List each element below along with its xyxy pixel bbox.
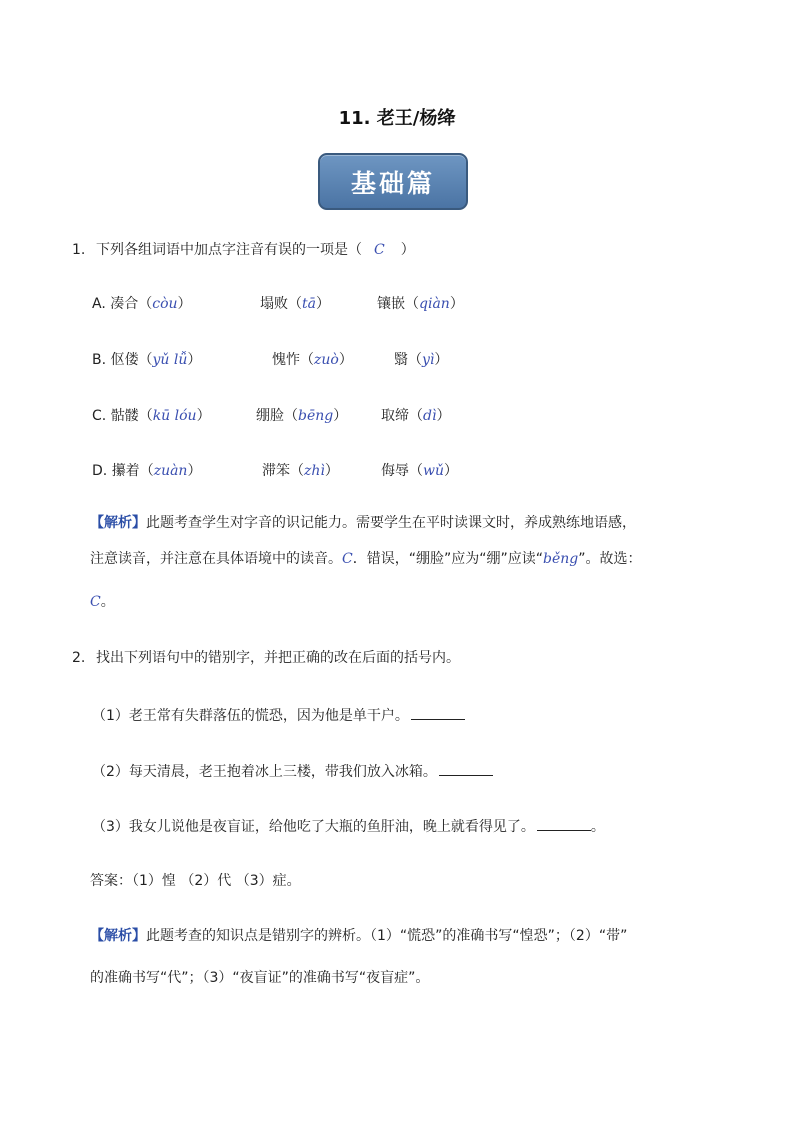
option-pinyin: yǔ lǚ <box>152 352 188 368</box>
answer-text: （1）惶 （2）代 （3）症。 <box>132 873 301 889</box>
option-pinyin: còu <box>152 296 178 312</box>
analysis-handwritten: C <box>90 594 101 610</box>
option-word: 滞笨 <box>262 463 290 479</box>
option-word: 侮辱 <box>381 463 409 479</box>
sentence-number: （2） <box>92 764 129 780</box>
answer-label: 答案： <box>90 873 132 889</box>
q2-number: 2. <box>72 650 86 666</box>
analysis-handwritten: C <box>342 551 353 567</box>
answer-blank <box>439 761 493 776</box>
option-pinyin: zuò <box>314 352 339 368</box>
option-word: 塌败 <box>260 296 288 312</box>
q1-analysis-line2 <box>90 549 641 569</box>
analysis-tag: 【解析】 <box>90 515 146 531</box>
q2-analysis-line1 <box>90 926 627 946</box>
option-word: 镶嵌 <box>377 296 405 312</box>
q2-stem-text: 找出下列语句中的错别字，并把正确的改在后面的括号内。 <box>96 650 460 666</box>
option-pinyin: zuàn <box>153 463 188 479</box>
option-pinyin: yì <box>422 352 435 368</box>
section-badge: 基础篇 <box>318 153 468 210</box>
answer-blank <box>411 705 465 720</box>
option-pinyin: zhì <box>304 463 325 479</box>
option-letter: C. <box>92 408 107 424</box>
q2-sentence-1 <box>92 705 465 726</box>
analysis-text: ”。故选： <box>578 551 642 567</box>
option-word: 取缔 <box>381 408 409 424</box>
q1-analysis-line3 <box>90 592 115 612</box>
option-letter: D. <box>92 463 108 479</box>
option-letter: B. <box>92 352 107 368</box>
sentence-text: 老王常有失群落伍的慌恐，因为他是单干户。 <box>128 708 409 724</box>
q1-analysis-line1 <box>90 513 636 533</box>
sentence-number: （3） <box>92 819 129 835</box>
analysis-tag: 【解析】 <box>90 928 146 944</box>
q2-analysis-line2 <box>90 968 429 988</box>
q1-stem <box>72 240 415 260</box>
analysis-text: 。 <box>100 594 115 610</box>
sentence-text: 我女儿说他是夜盲证，给他吃了大瓶的鱼肝油，晚上就看得见了。 <box>128 819 535 835</box>
analysis-text: 注意读音，并注意在具体语境中的读音。 <box>90 551 342 567</box>
option-letter: A. <box>92 296 106 312</box>
option-pinyin: wǔ <box>423 463 444 479</box>
option-word: 凑合 <box>110 296 139 312</box>
q2-answers <box>90 871 301 891</box>
q1-answer: C <box>374 242 385 258</box>
option-pinyin: qiàn <box>419 296 450 312</box>
option-word: 骷髅 <box>110 408 139 424</box>
q2-sentence-3 <box>92 816 605 837</box>
option-pinyin: bēng <box>298 408 334 424</box>
q1-stem-end: ） <box>400 242 415 258</box>
analysis-text: 的准确书写“代”；（3）“夜盲证”的准确书写“夜盲症”。 <box>90 970 430 986</box>
sentence-text: 每天清晨，老王抱着冰上三楼，带我们放入冰箱。 <box>128 764 437 780</box>
option-word: 翳 <box>394 352 408 368</box>
page-title: 11. 老王/杨绛 <box>338 108 456 129</box>
q2-sentence-2 <box>92 761 493 782</box>
option-pinyin: tā <box>302 296 316 312</box>
option-pinyin: dì <box>423 408 437 424</box>
sentence-number: （1） <box>92 708 129 724</box>
q2-stem <box>72 648 460 668</box>
document-page: 11. 老王/杨绛 基础篇 1. 下列各组词语中加点字注音有误的一项是（ C ） A. 凑合（còu） 塌败（tā） 镶嵌（qiàn） B. 伛偻（yǔ lǚ） 愧怍（zuò） 翳（yì） C. 骷髅（kū lóu） 绷脸（bēng） 取缔（dì） D. 攥着（zuàn） 滞笨（zhì） 侮辱（wǔ） 【解析】此题考查学生对字音的识记能力。需要学生在平时读课文时，养成熟练地语感， 注意读音，并注意在具体语境中的读音。C．错误，“绷脸”应为“绷”应读“běng”。故选： C。 2. 找出下列语句中的错别字，并把正确的改在后面的括号内。 （1）老王常有失群落伍的慌恐，因为他是单干户。 （2）每天清晨，老王抱着冰上三楼，带我们放入冰箱。 （3）我女儿说他是夜盲证，给他吃了大瓶的鱼肝油，晚上就看得见了。 。 答案：（1）惶 （2）代 （3）症。 【解析】此题考查的知识点是错别字的辨析。（1）“慌恐”的准确书写“惶恐”；（2）“带” 的准确书写“代”；（3）“夜盲证”的准确书写“夜盲症”。 <box>0 0 794 1123</box>
option-word: 伛偻 <box>110 352 139 368</box>
option-word: 绷脸 <box>256 408 284 424</box>
analysis-text: 此题考查学生对字音的识记能力。需要学生在平时读课文时，养成熟练地语感， <box>146 515 636 531</box>
analysis-text: ．错误，“绷脸”应为“绷”应读“ <box>352 551 543 567</box>
option-word: 愧怍 <box>272 352 300 368</box>
analysis-text: 此题考查的知识点是错别字的辨析。（1）“慌恐”的准确书写“惶恐”；（2）“带” <box>146 928 628 944</box>
answer-blank <box>537 816 591 831</box>
sentence-end: 。 <box>590 819 605 835</box>
option-word: 攥着 <box>111 463 140 479</box>
q1-stem-text: 下列各组词语中加点字注音有误的一项是（ <box>96 242 362 258</box>
q1-number: 1. <box>72 242 86 258</box>
option-pinyin: kū lóu <box>152 408 197 424</box>
analysis-handwritten: běng <box>542 551 579 567</box>
